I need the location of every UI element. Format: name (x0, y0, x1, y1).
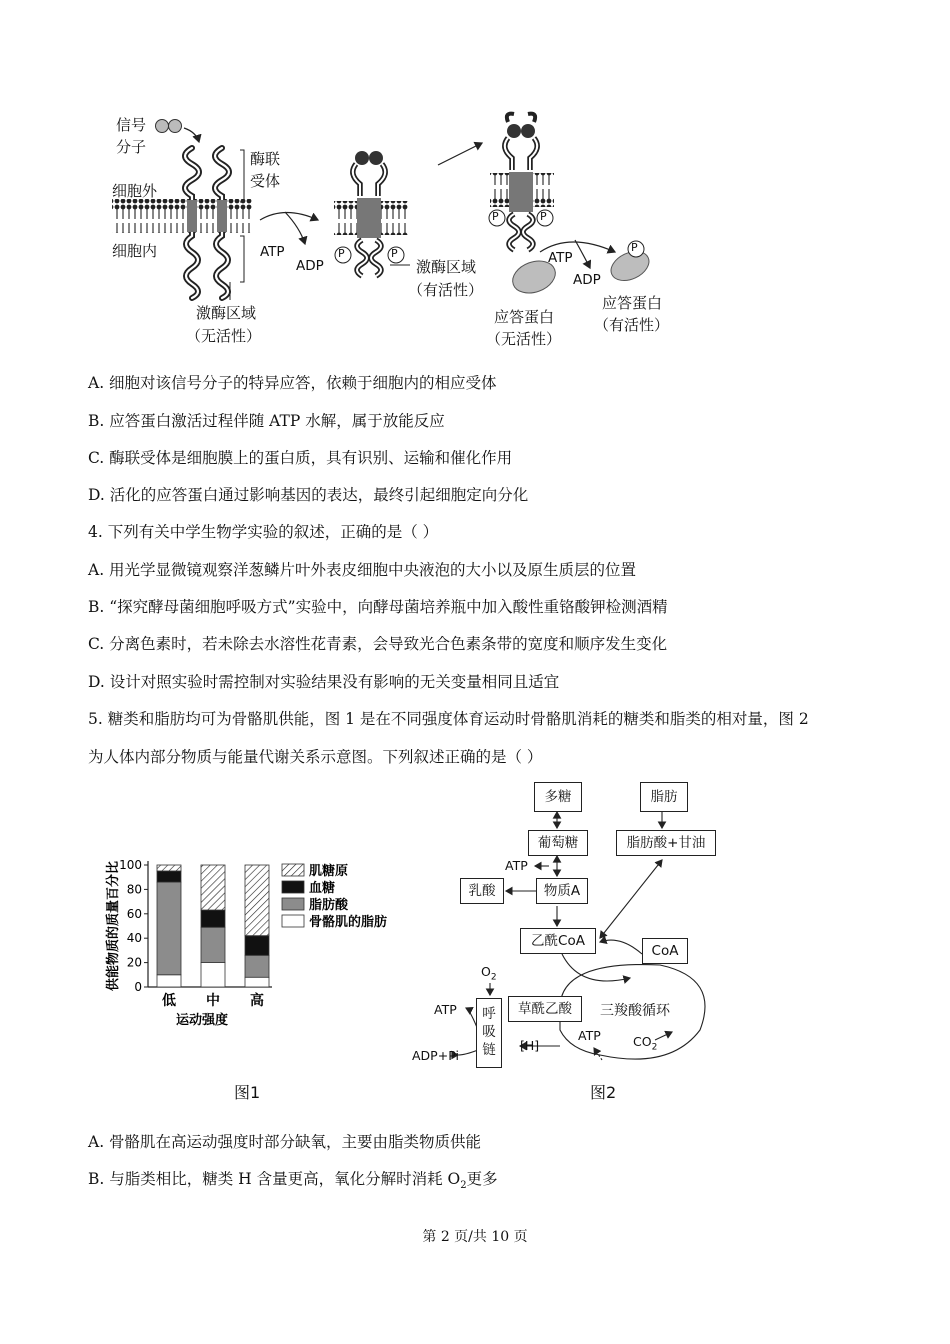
label-resp-active: 应答蛋白 (602, 294, 663, 312)
y-axis-label: 供能物质的质量百分比 (106, 860, 121, 992)
label-atp: ATP (434, 1002, 457, 1017)
node-acetyl-coa: 乙酰CoA (520, 928, 596, 954)
node-glucose: 葡萄糖 (528, 830, 588, 856)
label-o2: $O_2$ (481, 964, 497, 983)
node-substance-a: 物质A (536, 878, 588, 904)
q5-stem: 为人体内部分物质与能量代谢关系示意图。下列叙述正确的是（ ） (88, 748, 543, 766)
x-tick-label: 中 (206, 993, 220, 1009)
q3-option-d: D. 活化的应答蛋白通过影响基因的表达，最终引起细胞定向分化 (88, 486, 529, 504)
label-molecule: 分子 (116, 138, 147, 156)
legend-label: 肌糖原 (309, 864, 349, 879)
label-kinase-inactive: 激酶区域 (196, 304, 257, 322)
legend-label: 血糖 (309, 881, 336, 896)
label-atp: ATP (505, 858, 528, 873)
y-tick-label: 100 (119, 858, 142, 872)
label-resp-active: （有活性） (594, 316, 670, 334)
y-tick-label: 60 (126, 906, 142, 921)
label-atp: ATP (578, 1028, 601, 1043)
y-tick-label: 0 (134, 980, 142, 994)
phosphate-label: P (492, 210, 499, 223)
x-tick-label: 低 (162, 993, 176, 1009)
q4-stem: 4. 下列有关中学生物学实验的叙述，正确的是（ ） (88, 523, 439, 541)
label-receptor: 受体 (250, 172, 281, 190)
node-lactic: 乳酸 (460, 878, 504, 904)
q5-option-a: A. 骨骼肌在高运动强度时部分缺氧，主要由脂类物质供能 (88, 1133, 482, 1151)
fig1-caption: 图1 (234, 1083, 261, 1102)
x-axis-label: 运动强度 (175, 1013, 229, 1028)
y-tick-label: 20 (126, 955, 142, 970)
q3-option-b: B. 应答蛋白激活过程伴随 ATP 水解，属于放能反应 (88, 412, 445, 430)
node-polysaccharide: 多糖 (534, 782, 582, 812)
label-signal: 信号 (116, 116, 147, 134)
label-adp: ADP (296, 258, 324, 274)
node-oxaloacetate: 草酰乙酸 (508, 996, 582, 1022)
node-fat: 脂肪 (640, 782, 688, 812)
label-atp: ATP (260, 244, 285, 260)
phosphate-label: P (391, 247, 398, 260)
label-kinase-active: （有活性） (408, 281, 484, 299)
label-atp: ATP (548, 250, 573, 266)
node-coa: CoA (642, 938, 688, 964)
q4-option-b: B. “探究酵母菌细胞呼吸方式”实验中，向酵母菌培养瓶中加入酸性重铬酸钾检测酒精 (88, 598, 668, 616)
node-resp-chain (476, 998, 502, 1068)
label-h: [H] (520, 1038, 540, 1053)
phosphate-label: P (338, 247, 345, 260)
q3-option-c: C. 酶联受体是细胞膜上的蛋白质，具有识别、运输和催化作用 (88, 449, 513, 467)
y-tick-label: 40 (126, 931, 142, 946)
label-adp-pi: ADP+Pi (412, 1048, 459, 1063)
q5-stem: 5. 糖类和脂肪均可为骨骼肌供能，图 1 是在不同强度体育运动时骨骼肌消耗的糖类和脂类的相对量，图 2 (88, 710, 809, 728)
y-tick-label: 80 (126, 882, 142, 897)
fig2-caption: 图2 (590, 1083, 617, 1102)
resp-chain-char: 吸 (482, 1024, 496, 1040)
label-tca: 三羧酸循环 (600, 1003, 670, 1019)
label-inside: 细胞内 (112, 242, 158, 260)
x-tick-label: 高 (250, 993, 264, 1009)
q5-option-b: B. 与脂类相比，糖类 H 含量更高，氧化分解时消耗 $O_2$更多 (88, 1170, 498, 1192)
label-kinase-inactive: （无活性） (186, 327, 262, 345)
page-footer: 第 2 页/共 10 页 (422, 1229, 528, 1245)
phosphate-label: P (540, 210, 547, 223)
label-adp: ADP (573, 272, 601, 288)
q4-option-d: D. 设计对照实验时需控制对实验结果没有影响的无关变量相同且适宜 (88, 673, 560, 691)
label-outside: 细胞外 (112, 182, 158, 200)
resp-chain-char: 链 (482, 1042, 496, 1058)
label-receptor: 酶联 (250, 150, 281, 168)
label-co2: $CO_2$ (633, 1034, 658, 1053)
q4-option-c: C. 分离色素时，若未除去水溶性花青素，会导致光合色素条带的宽度和顺序发生变化 (88, 635, 668, 653)
phosphate-label: P (631, 241, 638, 254)
legend-label: 骨骼肌的脂肪 (309, 915, 388, 930)
resp-chain-char: 呼 (482, 1006, 496, 1022)
legend-label: 脂肪酸 (309, 898, 349, 913)
q3-option-a: A. 细胞对该信号分子的特异应答，依赖于细胞内的相应受体 (88, 374, 497, 392)
label-resp-inactive: （无活性） (486, 330, 562, 348)
node-fa-glycerol: 脂肪酸+甘油 (616, 830, 716, 856)
label-resp-inactive: 应答蛋白 (494, 308, 555, 326)
label-kinase-active: 激酶区域 (416, 258, 477, 276)
q4-option-a: A. 用光学显微镜观察洋葱鳞片叶外表皮细胞中央液泡的大小以及原生质层的位置 (88, 561, 637, 579)
